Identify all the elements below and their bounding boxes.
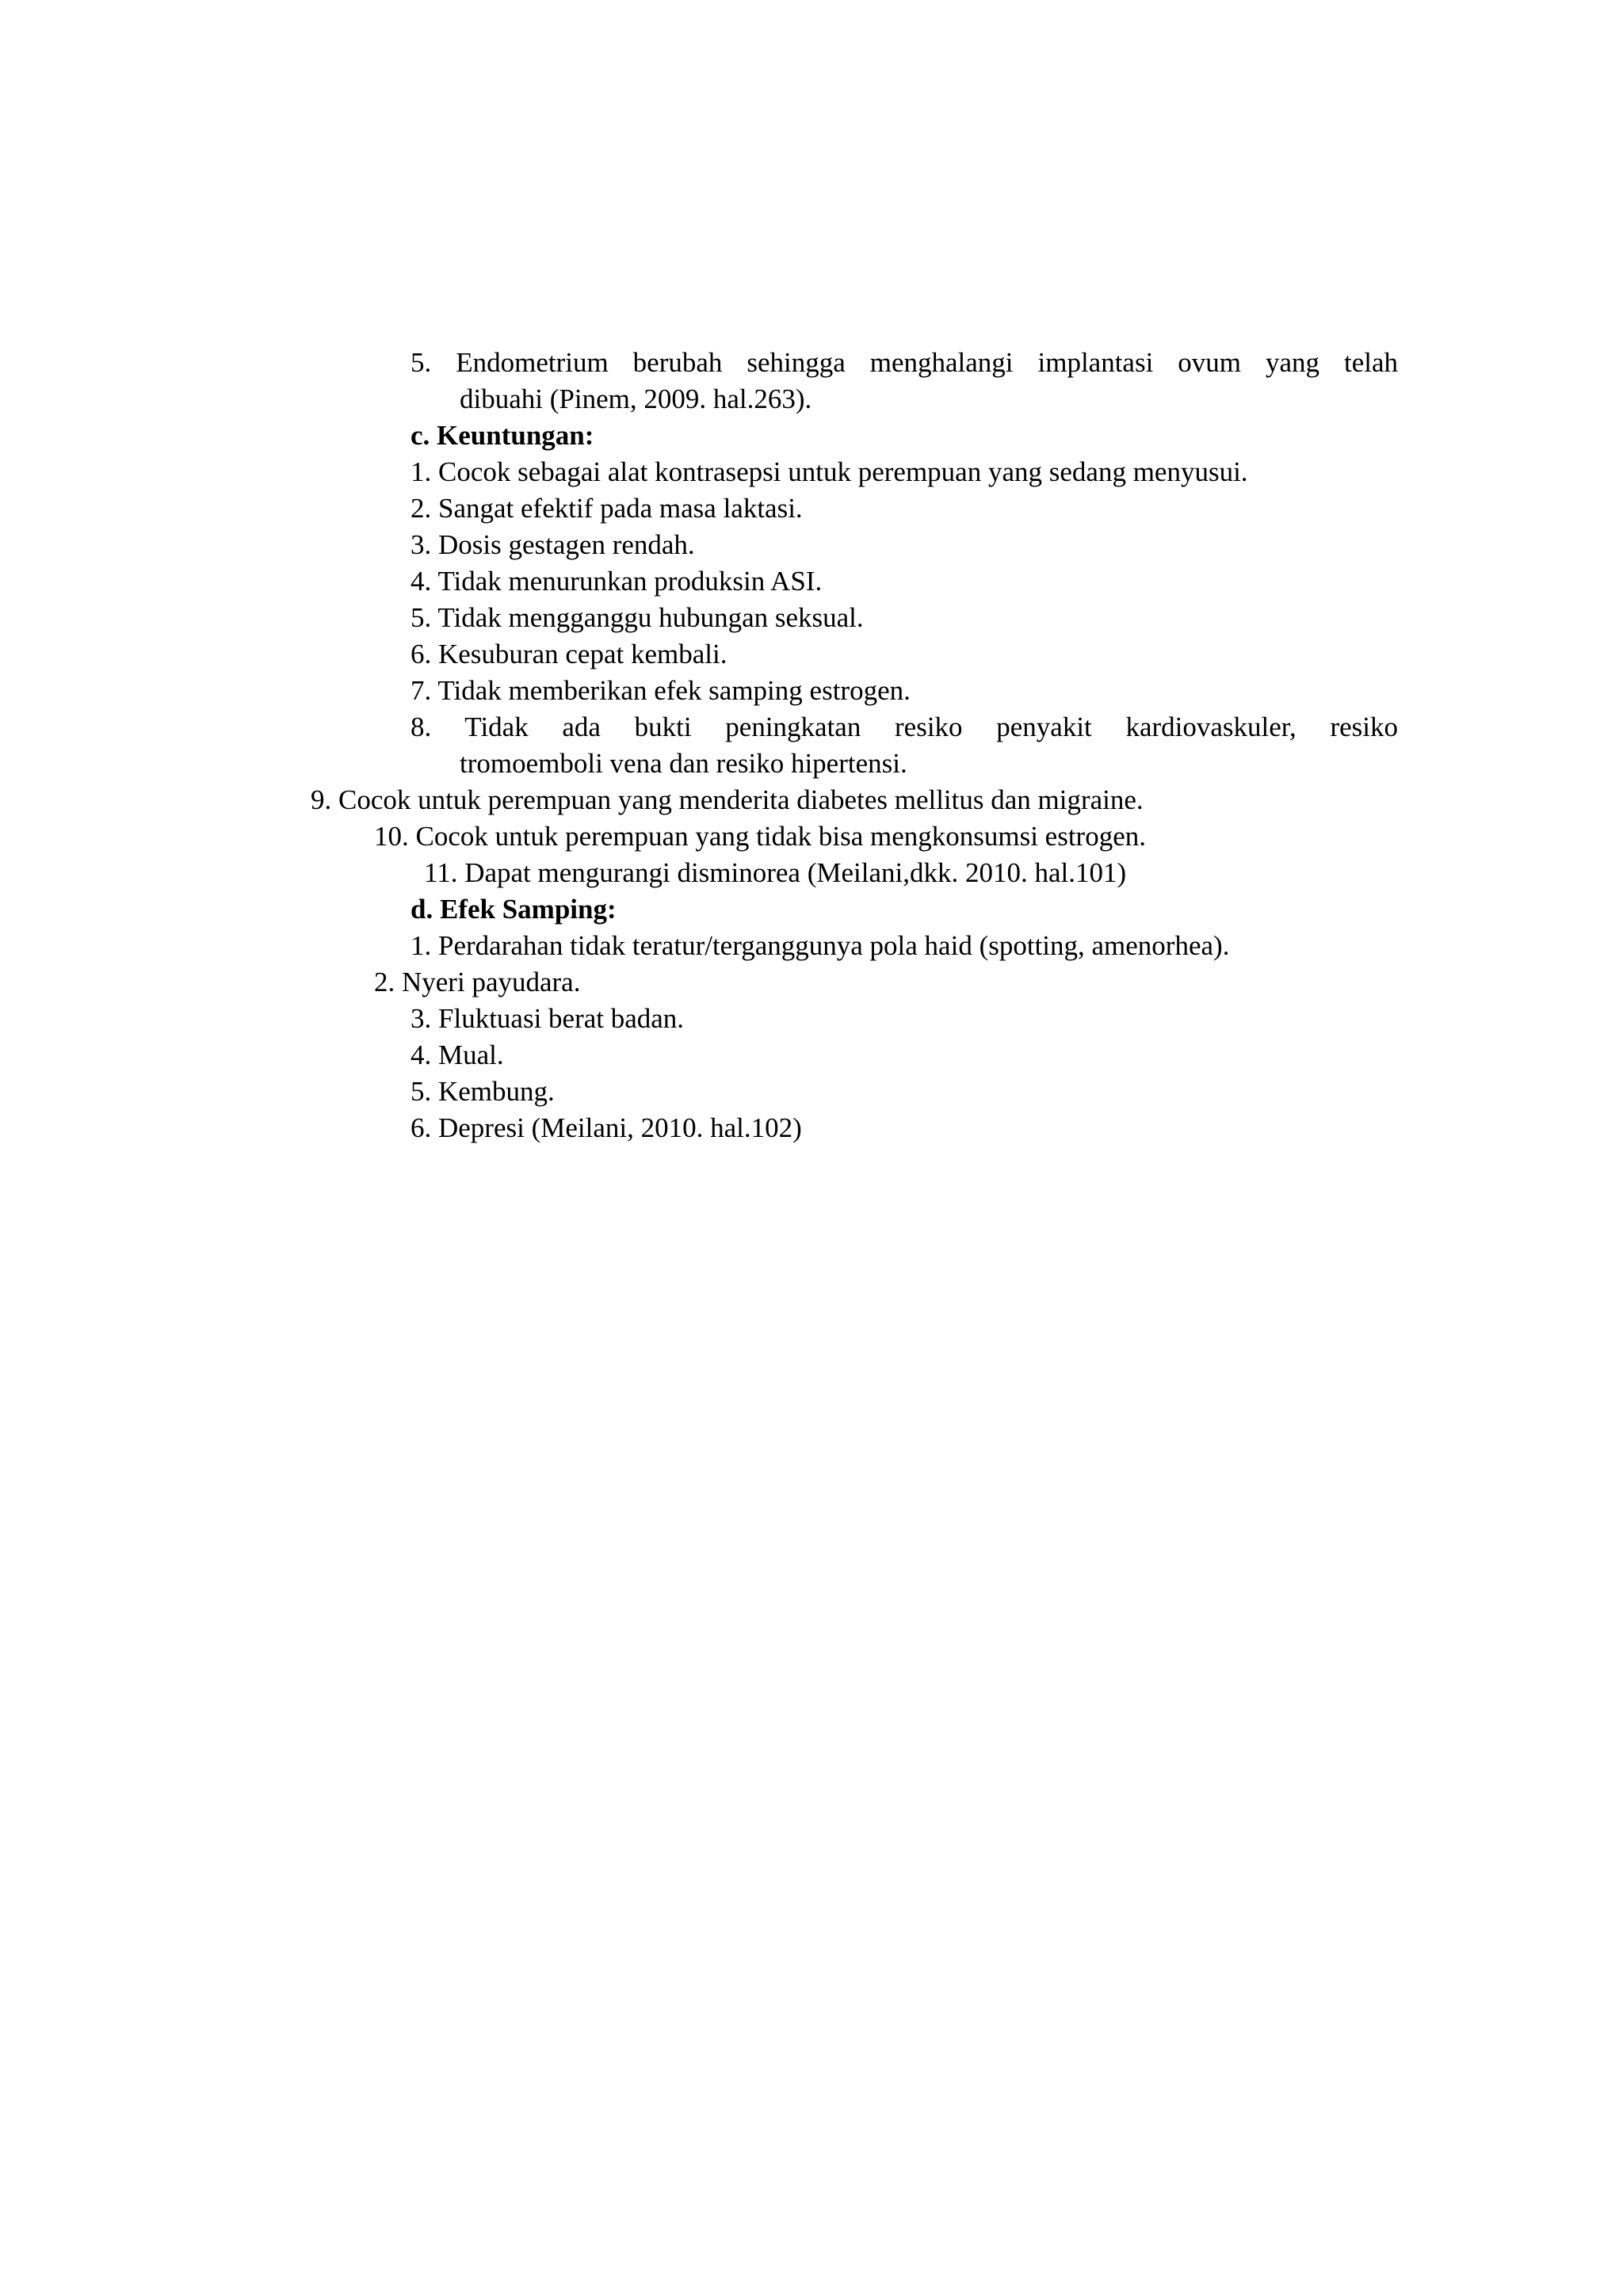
list-item-efek-samping-5: 5. Kembung.	[411, 1076, 555, 1107]
list-item-keuntungan-10: 10. Cocok untuk perempuan yang tidak bisa mengkonsumsi estrogen.	[374, 821, 1147, 852]
list-item-keuntungan-9: 9. Cocok untuk perempuan yang menderita diabetes mellitus dan migraine.	[311, 784, 1144, 815]
list-item-efek-samping-6: 6. Depresi (Meilani, 2010. hal.102)	[411, 1112, 802, 1143]
list-item-efek-samping-3: 3. Fluktuasi berat badan.	[411, 1003, 685, 1034]
list-item-keuntungan-3: 3. Dosis gestagen rendah.	[411, 529, 695, 560]
list-item-keuntungan-8-line-2: tromoemboli vena dan resiko hipertensi.	[460, 748, 907, 779]
list-item-keuntungan-2: 2. Sangat efektif pada masa laktasi.	[411, 493, 803, 524]
section-heading-keuntungan: c. Keuntungan:	[411, 420, 594, 451]
list-item-keuntungan-1: 1. Cocok sebagai alat kontrasepsi untuk perempuan yang sedang menyusui.	[411, 456, 1248, 487]
list-item-keuntungan-11: 11. Dapat mengurangi disminorea (Meilani,dkk. 2010. hal.101)	[424, 857, 1127, 888]
list-item-efek-samping-1: 1. Perdarahan tidak teratur/terganggunya pola haid (spotting, amenorhea).	[411, 930, 1230, 961]
list-item-efek-samping-4: 4. Mual.	[411, 1039, 504, 1070]
list-item-keuntungan-4: 4. Tidak menurunkan produksin ASI.	[411, 566, 823, 597]
mechanism-item-5-line-1: 5. Endometrium berubah sehingga menghalangi implantasi ovum yang telah	[411, 347, 1398, 378]
list-item-keuntungan-7: 7. Tidak memberikan efek samping estrogen.	[411, 675, 911, 706]
mechanism-item-5-line-2: dibuahi (Pinem, 2009. hal.263).	[460, 383, 812, 414]
list-item-keuntungan-5: 5. Tidak mengganggu hubungan seksual.	[411, 602, 864, 633]
section-heading-efek-samping: d. Efek Samping:	[411, 894, 617, 925]
list-item-efek-samping-2: 2. Nyeri payudara.	[374, 967, 581, 997]
list-item-keuntungan-8-line-1: 8. Tidak ada bukti peningkatan resiko penyakit kardiovaskuler, resiko	[411, 711, 1398, 742]
list-item-keuntungan-6: 6. Kesuburan cepat kembali.	[411, 639, 727, 669]
